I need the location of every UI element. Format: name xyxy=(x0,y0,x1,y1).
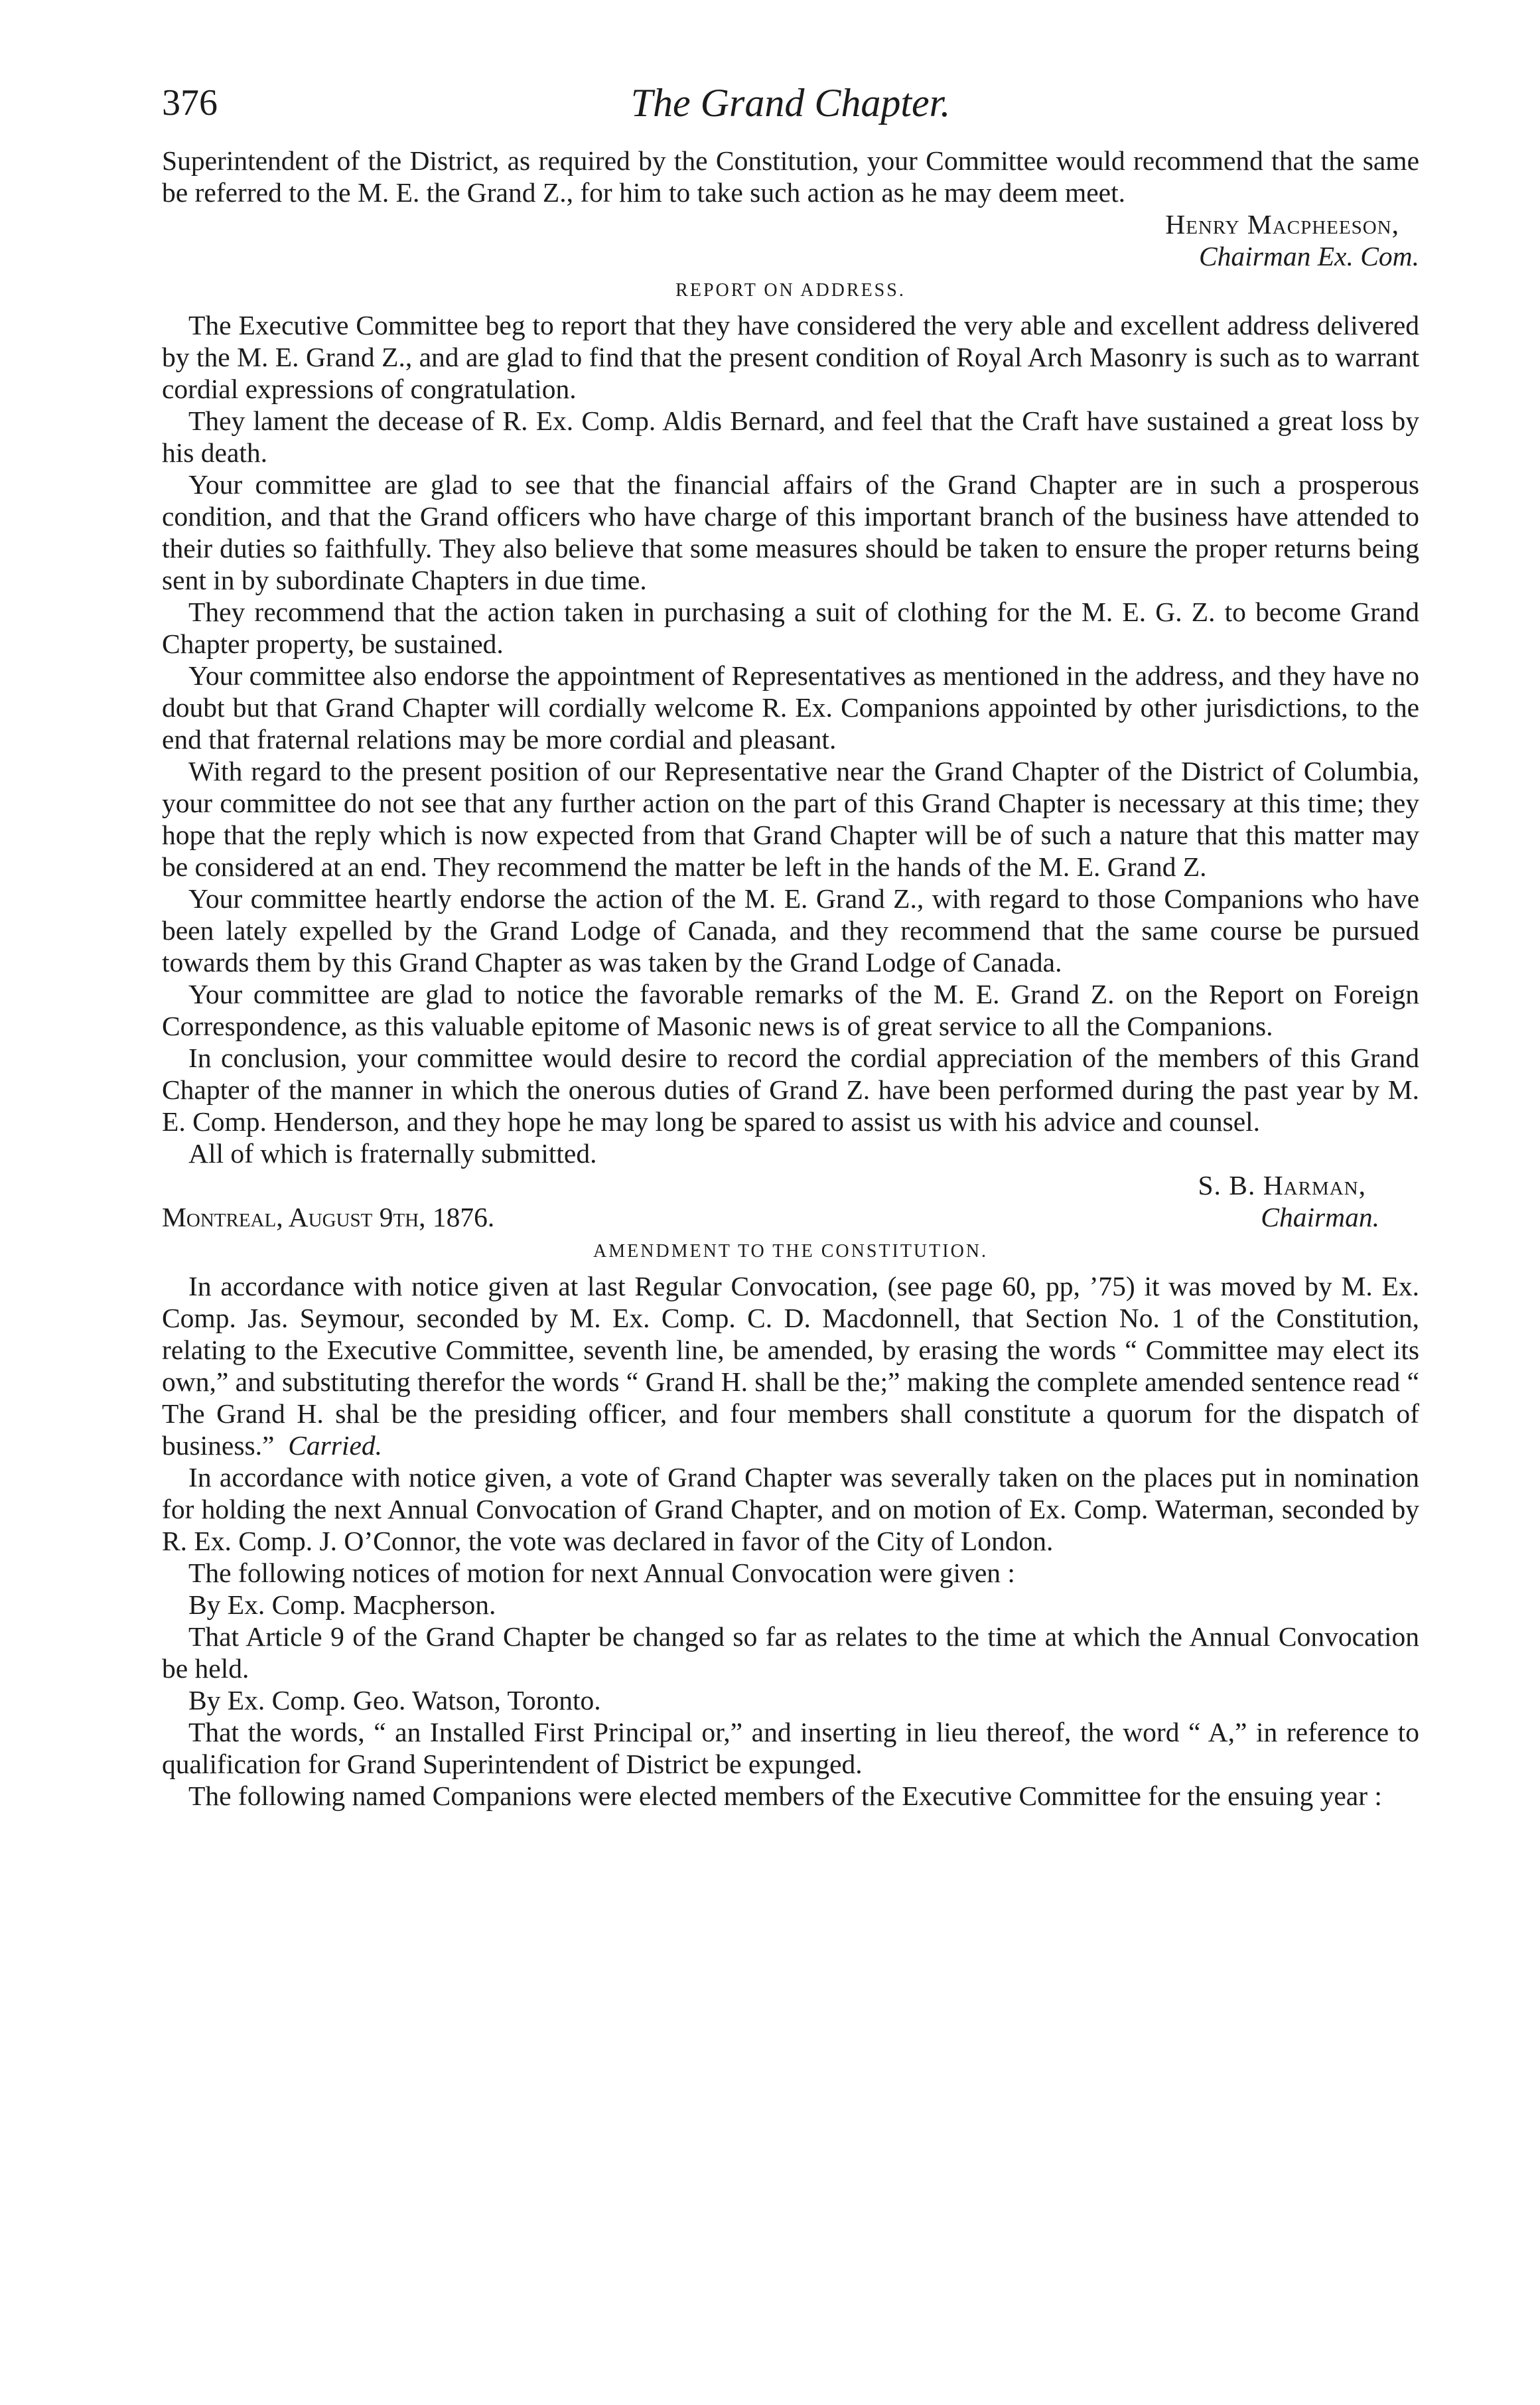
page-header xyxy=(162,73,1419,133)
amendment-motion-text: In accordance with notice given at last Regular Convocation, (see page 60, pp, ’75) it was moved by M. Ex. Comp. Jas. Seymour, seconded by M. Ex. Comp. C. D. Macdonnell, that Section No. 1 of the Constitution, relating to the Executive Committee, seventh line, be amended, by erasing the words “ Committee may elect its own,” and substituting therefor the words “ Grand H. shall be the;” making the complete amended sentence read “ The Grand H. shal be the presiding officer, and four members shall constitute a quorum for the dispatch of business.” xyxy=(162,1271,1419,1461)
report-paragraph: Your committee are glad to notice the favorable remarks of the M. E. Grand Z. on the Report on Foreign Correspondence, as this valuable epitome of Masonic news is of great service to all the Companions. xyxy=(162,979,1419,1041)
report-signature xyxy=(162,1169,1419,1201)
amendment-paragraph: The following notices of motion for next Annual Convocation were given : xyxy=(188,1558,1015,1588)
amendment-paragraph: That the words, “ an Installed First Principal or,” and inserting in lieu thereof, the word “ A,” in reference to qualification for Grand Superintendent of District be expunged. xyxy=(162,1717,1419,1779)
report-heading: REPORT ON ADDRESS. xyxy=(675,280,906,301)
intro-signature-name: Henry Macpheeson, xyxy=(1165,209,1399,240)
report-paragraph: In conclusion, your committee would desire to record the cordial appreciation of the members of this Grand Chapter of the manner in which the onerous duties of Grand Z. have been performed during the past year by M. E. Comp. Henderson, and they hope he may long be spared to assist us with his advice and counsel. xyxy=(162,1043,1419,1137)
page-number: 376 xyxy=(162,82,218,123)
intro-paragraph: Superintendent of the District, as required by the Constitution, your Committee would recommend that the same be referred to the M. E. the Grand Z., for him to take such action as he may deem meet. xyxy=(162,145,1419,208)
page-body xyxy=(162,145,1419,1812)
amendment-paragraph: The following named Companions were elected members of the Executive Committee for the ensuing year : xyxy=(188,1781,1382,1811)
report-paragraph: Your committee heartly endorse the action of the M. E. Grand Z., with regard to those Companions who have been lately expelled by the Grand Lodge of Canada, and they recommend that the same course be pursued towards them by this Grand Chapter as was taken by the Grand Lodge of Canada. xyxy=(162,883,1419,978)
intro-signature xyxy=(162,208,1419,272)
report-paragraph: The Executive Committee beg to report that they have considered the very able and excellent address delivered by the M. E. Grand Z., and are glad to find that the present condition of Royal Arch Masonry is such as to warrant cordial expressions of congratulation. xyxy=(162,310,1419,404)
report-signature-name: S. B. Harman, xyxy=(1198,1170,1366,1201)
place-date: Montreal, August 9th, 1876. xyxy=(162,1202,495,1232)
report-dateline xyxy=(162,1201,1419,1233)
report-signature-role: Chairman. xyxy=(1261,1202,1379,1232)
amendment-paragraph: In accordance with notice given, a vote of Grand Chapter was severally taken on the places put in nomination for holding the next Annual Convocation of Grand Chapter, and on motion of Ex. Comp. Waterman, seconded by R. Ex. Comp. J. O’Connor, the vote was declared in favor of the City of London. xyxy=(162,1462,1419,1556)
report-paragraph: Your committee are glad to see that the financial affairs of the Grand Chapter are in such a prosperous condition, and that the Grand officers who have charge of this important branch of the business have attended to their duties so faithfully. They also believe that some measures should be taken to ensure the proper returns being sent in by subordinate Chapters in due time. xyxy=(162,469,1419,595)
amendment-paragraph: By Ex. Comp. Geo. Watson, Toronto. xyxy=(188,1685,601,1715)
report-paragraph: They lament the decease of R. Ex. Comp. Aldis Bernard, and feel that the Craft have sustained a great loss by his death. xyxy=(162,405,1419,468)
amendment-paragraph xyxy=(162,1270,1419,1461)
amendment-paragraph: That Article 9 of the Grand Chapter be changed so far as relates to the time at which the Annual Convocation be held. xyxy=(162,1621,1419,1684)
report-paragraph: With regard to the present position of our Representative near the Grand Chapter of the District of Columbia, your committee do not see that any further action on the part of this Grand Chapter is necessary at this time; they hope that the reply which is now expected from that Grand Chapter will be of such a nature that this matter may be considered at an end. They recommend the matter be left in the hands of the M. E. Grand Z. xyxy=(162,756,1419,882)
report-paragraph: Your committee also endorse the appointment of Representatives as mentioned in the address, and they have no doubt but that Grand Chapter will cordially welcome R. Ex. Companions appointed by other jurisdictions, to the end that fraternal relations may be more cordial and pleasant. xyxy=(162,660,1419,755)
report-paragraph: All of which is fraternally submitted. xyxy=(188,1138,597,1169)
amendment-paragraph: By Ex. Comp. Macpherson. xyxy=(188,1589,496,1620)
running-title: The Grand Chapter. xyxy=(630,81,951,125)
report-paragraph: They recommend that the action taken in purchasing a suit of clothing for the M. E. G. Z. to become Grand Chapter property, be sustained. xyxy=(162,597,1419,659)
intro-signature-role: Chairman Ex. Com. xyxy=(1199,241,1419,271)
amendment-heading: AMENDMENT TO THE CONSTITUTION. xyxy=(593,1241,989,1262)
carried-label: Carried. xyxy=(288,1430,383,1461)
